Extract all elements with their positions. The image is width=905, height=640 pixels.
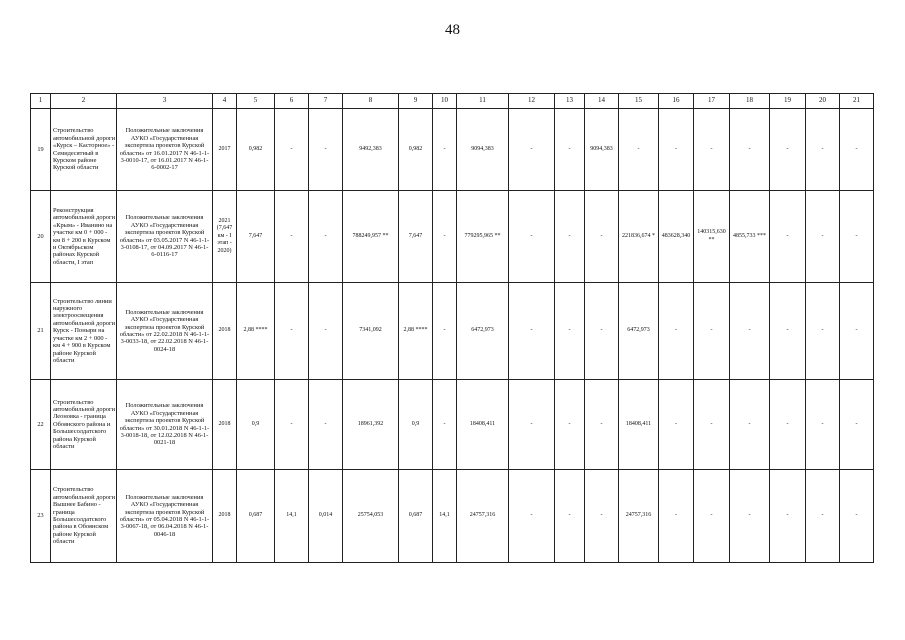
object-name-cell: Строительство автомобильной дороги Вышнее Бабино - граница Большесолдатского района в Обоянском районе Курской области bbox=[51, 470, 117, 563]
table-cell: - bbox=[659, 109, 694, 191]
table-cell: 2017 bbox=[213, 109, 237, 191]
table-cell: - bbox=[694, 283, 730, 380]
table-cell: 9094,383 bbox=[585, 109, 619, 191]
table-cell: 18408,411 bbox=[619, 380, 659, 470]
object-name-cell: Строительство автомобильной дороги «Курск – Касторное» - Семидесятный в Курском районе Курской области bbox=[51, 109, 117, 191]
column-number: 9 bbox=[399, 94, 433, 109]
table-cell: - bbox=[840, 191, 874, 283]
table-cell: - bbox=[555, 191, 585, 283]
table-cell: 7341,092 bbox=[343, 283, 399, 380]
row-number-cell: 23 bbox=[31, 470, 51, 563]
table-cell: 2,88 **** bbox=[237, 283, 275, 380]
table-cell: 140315,630 ** bbox=[694, 191, 730, 283]
table-cell: - bbox=[730, 470, 770, 563]
table-cell: - bbox=[509, 380, 555, 470]
table-cell: 4855,733 *** bbox=[730, 191, 770, 283]
table-cell: 0,9 bbox=[399, 380, 433, 470]
table-cell: 2018 bbox=[213, 380, 237, 470]
table-cell: - bbox=[806, 283, 840, 380]
table-cell: 25754,053 bbox=[343, 470, 399, 563]
table-cell: - bbox=[694, 109, 730, 191]
table-cell: - bbox=[509, 191, 555, 283]
table-cell: - bbox=[585, 283, 619, 380]
column-number: 17 bbox=[694, 94, 730, 109]
column-number: 4 bbox=[213, 94, 237, 109]
table-row bbox=[31, 470, 874, 563]
table-cell: 24757,316 bbox=[457, 470, 509, 563]
table-cell: - bbox=[275, 380, 309, 470]
table-cell: - bbox=[275, 191, 309, 283]
table-cell: 0,687 bbox=[399, 470, 433, 563]
table-cell: - bbox=[659, 380, 694, 470]
table-cell: 24757,316 bbox=[619, 470, 659, 563]
column-number: 11 bbox=[457, 94, 509, 109]
table-cell: - bbox=[509, 283, 555, 380]
expert-conclusion-cell: Положительные заключения АУКО «Государственная экспертиза проектов Курской области» от 16.01.2017 N 46-1-1-3-0010-17, от 16.01.2017 N 46-1-6-0002-17 bbox=[117, 109, 213, 191]
table-cell: - bbox=[619, 109, 659, 191]
column-number: 8 bbox=[343, 94, 399, 109]
table-cell: - bbox=[770, 283, 806, 380]
table-cell: - bbox=[509, 109, 555, 191]
table-cell: 9094,383 bbox=[457, 109, 509, 191]
expert-conclusion-cell: Положительные заключения АУКО «Государственная экспертиза проектов Курской области» от 22.02.2018 N 46-1-1-3-0033-18, от 22.02.2018 N 46-1-0024-18 bbox=[117, 283, 213, 380]
table-cell: - bbox=[309, 191, 343, 283]
table-cell: - bbox=[694, 380, 730, 470]
column-number: 1 bbox=[31, 94, 51, 109]
table-cell: - bbox=[730, 380, 770, 470]
table-cell: - bbox=[309, 380, 343, 470]
column-number: 14 bbox=[585, 94, 619, 109]
row-number-cell: 22 bbox=[31, 380, 51, 470]
table-cell: - bbox=[555, 380, 585, 470]
table-cell: 0,982 bbox=[399, 109, 433, 191]
table-cell: 0,982 bbox=[237, 109, 275, 191]
table-cell: - bbox=[770, 380, 806, 470]
table-cell: - bbox=[806, 380, 840, 470]
table-cell: 6472,973 bbox=[619, 283, 659, 380]
column-number: 18 bbox=[730, 94, 770, 109]
table-cell: - bbox=[275, 283, 309, 380]
table-cell: - bbox=[840, 109, 874, 191]
object-name-cell: Строительство автомобильной дороги Леоновка - граница Обоянского района и Большесолдатского района Курской области bbox=[51, 380, 117, 470]
table-cell: - bbox=[659, 283, 694, 380]
table-cell: - bbox=[840, 283, 874, 380]
object-name-cell: Строительство линии наружного электроосвещения автомобильной дороги Курск - Поныри на участке км 2 + 000 - км 4 + 900 в Курском районе Курской области bbox=[51, 283, 117, 380]
table-cell: 2,88 **** bbox=[399, 283, 433, 380]
table-cell: - bbox=[309, 283, 343, 380]
table-cell: 2021 (7,647 км - I этап - 2020) bbox=[213, 191, 237, 283]
table-cell: - bbox=[555, 283, 585, 380]
table-cell: - bbox=[309, 109, 343, 191]
table-cell: 7,647 bbox=[237, 191, 275, 283]
table-cell: 18408,411 bbox=[457, 380, 509, 470]
table-cell: - bbox=[694, 470, 730, 563]
column-number: 13 bbox=[555, 94, 585, 109]
column-number: 15 bbox=[619, 94, 659, 109]
column-number: 21 bbox=[840, 94, 874, 109]
column-number: 20 bbox=[806, 94, 840, 109]
data-table bbox=[30, 93, 874, 563]
expert-conclusion-cell: Положительные заключения АУКО «Государственная экспертиза проектов Курской области» от 05.04.2018 N 46-1-1-3-0067-18, от 06.04.2018 N 46-1-0046-18 bbox=[117, 470, 213, 563]
object-name-cell: Реконструкция автомобильной дороги «Крым» - Иванино на участке км 0 + 000 - км 8 + 200 в Курском и Октябрьском районах Курской области, I этап bbox=[51, 191, 117, 283]
column-number: 2 bbox=[51, 94, 117, 109]
table-cell: - bbox=[770, 470, 806, 563]
table-row bbox=[31, 283, 874, 380]
table-cell: 6472,973 bbox=[457, 283, 509, 380]
row-number-cell: 21 bbox=[31, 283, 51, 380]
table-row bbox=[31, 109, 874, 191]
table-cell: 2018 bbox=[213, 470, 237, 563]
page-number: 48 bbox=[445, 22, 460, 38]
table-cell: 483628,340 bbox=[659, 191, 694, 283]
column-number: 3 bbox=[117, 94, 213, 109]
table-cell: 18961,392 bbox=[343, 380, 399, 470]
table-cell: 779295,965 ** bbox=[457, 191, 509, 283]
table-cell: 788249,957 ** bbox=[343, 191, 399, 283]
table-cell: - bbox=[806, 109, 840, 191]
table-cell: 14,1 bbox=[433, 470, 457, 563]
column-number: 12 bbox=[509, 94, 555, 109]
table-cell: 7,647 bbox=[399, 191, 433, 283]
column-number: 19 bbox=[770, 94, 806, 109]
table-cell: 14,1 bbox=[275, 470, 309, 563]
table-cell: - bbox=[433, 283, 457, 380]
table-cell: - bbox=[730, 109, 770, 191]
table-cell: - bbox=[770, 109, 806, 191]
table-cell: - bbox=[730, 283, 770, 380]
column-number: 10 bbox=[433, 94, 457, 109]
table-cell: - bbox=[555, 470, 585, 563]
expert-conclusion-cell: Положительные заключения АУКО «Государственная экспертиза проектов Курской области» от 03.05.2017 N 46-1-1-3-0108-17, от 04.09.2017 N 46-1-6-0116-17 bbox=[117, 191, 213, 283]
table-cell: 0,014 bbox=[309, 470, 343, 563]
column-number: 6 bbox=[275, 94, 309, 109]
row-number-cell: 19 bbox=[31, 109, 51, 191]
column-number-row bbox=[31, 94, 874, 109]
table-cell: - bbox=[585, 470, 619, 563]
table-cell: - bbox=[806, 191, 840, 283]
table-cell: - bbox=[433, 191, 457, 283]
table-cell: 2018 bbox=[213, 283, 237, 380]
table-cell: 0,9 bbox=[237, 380, 275, 470]
table-cell: - bbox=[840, 380, 874, 470]
table-cell: 221836,674 * bbox=[619, 191, 659, 283]
table-row bbox=[31, 380, 874, 470]
table-cell: - bbox=[840, 470, 874, 563]
row-number-cell: 20 bbox=[31, 191, 51, 283]
table-row bbox=[31, 191, 874, 283]
column-number: 5 bbox=[237, 94, 275, 109]
table-cell: - bbox=[509, 470, 555, 563]
table-cell: - bbox=[433, 380, 457, 470]
table-cell: - bbox=[555, 109, 585, 191]
table-cell: - bbox=[585, 380, 619, 470]
table-cell: - bbox=[433, 109, 457, 191]
column-number: 16 bbox=[659, 94, 694, 109]
expert-conclusion-cell: Положительные заключения АУКО «Государственная экспертиза проектов Курской области» от 30.01.2018 N 46-1-1-3-0018-18, от 12.02.2018 N 46-1-0021-18 bbox=[117, 380, 213, 470]
table-cell: - bbox=[806, 470, 840, 563]
table-cell: - bbox=[659, 470, 694, 563]
table-cell: - bbox=[770, 191, 806, 283]
column-number: 7 bbox=[309, 94, 343, 109]
table-cell: - bbox=[275, 109, 309, 191]
table-cell: - bbox=[585, 191, 619, 283]
table-cell: 9492,383 bbox=[343, 109, 399, 191]
table-cell: 0,687 bbox=[237, 470, 275, 563]
